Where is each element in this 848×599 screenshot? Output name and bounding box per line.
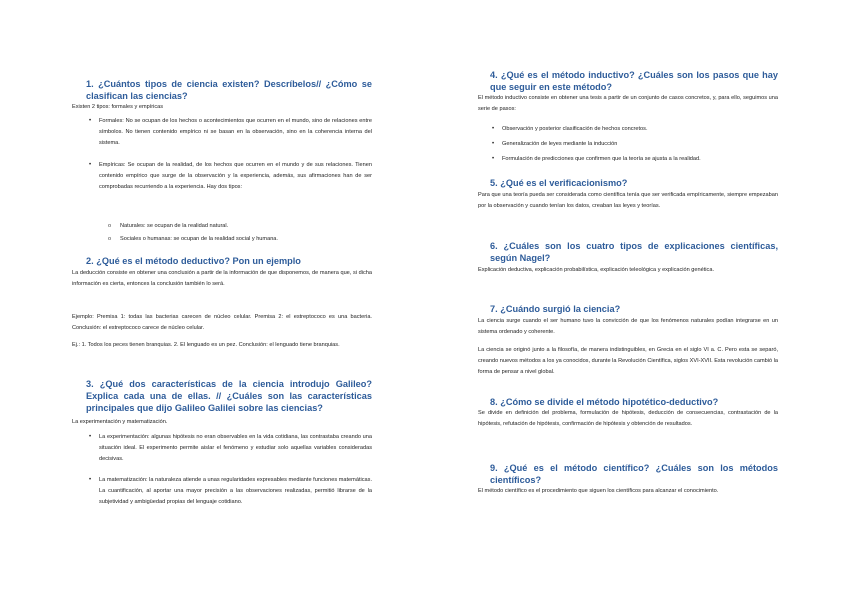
question-2-example: Ejemplo: Premisa 1: todas las bacterias carecen de núcleo celular. Premisa 2: el estreptococo es una bacteria. Conclusión: el estreptococo carece de núcleo celular.	[72, 314, 372, 331]
question-8-paragraph: Se divide en definición del problema, formulación de hipótesis, deducción de consecuencias, contrastación de la hipótesis, refutación de hipótesis, confirmación de hipótesis y obtención de resultados.	[478, 410, 778, 427]
question-2-heading: 2. ¿Qué es el método deductivo? Pon un ejemplo	[86, 256, 301, 266]
list-item: Empíricas: Se ocupan de la realidad, de los hechos que ocurren en el mundo y de sus relaciones. Tienen contenido empírico que surge de la observación y la experiencia, además, sus afirmaciones han de ser comprobadas recurriendo a la experiencia. Hay dos tipos:	[99, 162, 372, 190]
question-3-intro: La experimentación y matematización.	[72, 419, 168, 425]
list-item: Observación y posterior clasificación de hechos concretos.	[502, 126, 648, 132]
question-4-heading: 4. ¿Qué es el método inductivo? ¿Cuáles son los pasos que hay que seguir en este método?	[490, 70, 778, 92]
list-item: Sociales o humanas: se ocupan de la realidad social y humana.	[120, 236, 278, 242]
bullet-icon: •	[492, 126, 495, 132]
question-2-example-2: Ej.: 1. Todos los peces tienen branquias. 2. El lenguado es un pez. Conclusión: el lenguado tiene branquias.	[72, 342, 340, 348]
question-2-paragraph: La deducción consiste en obtener una conclusión a partir de la información de que disponemos, de manera que, si dicha información es cierta, entonces la conclusión también lo será.	[72, 270, 372, 287]
list-item: Generalización de leyes mediante la inducción	[502, 141, 618, 147]
bullet-icon: •	[89, 434, 92, 440]
question-7-paragraph: La ciencia surge cuando el ser humano tuvo la convicción de que los fenómenos naturales podían integrarse en un sistema ordenado y coherente.	[478, 318, 778, 335]
question-1-intro: Existen 2 tipos: formales y empíricas	[72, 104, 164, 110]
question-5-heading: 5. ¿Qué es el verificacionismo?	[490, 178, 628, 188]
list-item: La matematización: la naturaleza atiende a unas regularidades expresables mediante funciones matemáticas. La cuantificación, al aportar una mayor precisión a las observaciones realizadas, permitió librarse de la subjetividad y ambigüedad propias del lenguaje cotidiano.	[99, 477, 372, 505]
question-7-paragraph-2: La ciencia se originó junto a la filosofía, de manera indistinguibles, en Grecia en el siglo VI a. C. Pero esta se separó, creando nuevos métodos a los ya conocidos, durante la Revolución Científica, siglos XVI-XVII. Esta revolución cambió la forma de pensar a nivel global.	[478, 347, 778, 375]
question-9-paragraph: El método científico es el procedimiento que siguen los científicos para alcanzar el conocimiento.	[478, 488, 719, 494]
bullet-icon: •	[492, 156, 495, 162]
question-5-paragraph: Para que una teoría pueda ser considerada como científica tenía que ser verificada empíricamente, siempre empezaban por la observación y cuando tenían los datos, creaban las leyes y teorías.	[478, 192, 778, 209]
question-9-heading: 9. ¿Qué es el método científico? ¿Cuáles son los métodos científicos?	[490, 463, 778, 485]
bullet-icon: •	[89, 162, 92, 168]
circle-bullet-icon: o	[108, 236, 112, 242]
circle-bullet-icon: o	[108, 223, 112, 229]
bullet-icon: •	[492, 141, 495, 147]
question-6-paragraph: Explicación deductiva, explicación probabilística, explicación teleológica y explicación genética.	[478, 267, 715, 273]
list-item: Naturales: se ocupan de la realidad natural.	[120, 223, 229, 229]
question-1-heading: 1. ¿Cuántos tipos de ciencia existen? Descríbelos// ¿Cómo se clasifican las ciencias?	[86, 79, 372, 101]
question-8-heading: 8. ¿Cómo se divide el método hipotético-deductivo?	[490, 397, 719, 407]
question-6-heading: 6. ¿Cuáles son los cuatro tipos de explicaciones científicas, según Nagel?	[490, 241, 778, 263]
question-7-heading: 7. ¿Cuándo surgió la ciencia?	[490, 304, 621, 314]
list-item: Formales: No se ocupan de los hechos o acontecimientos que ocurren en el mundo, sino de relaciones entre símbolos. No tienen contenido empírico ni se basan en la observación, sino en la coherencia interna del sistema.	[99, 118, 372, 146]
question-3-heading: 3. ¿Qué dos características de la ciencia introdujo Galileo? Explica cada una de ellas. // ¿Cuáles son las características principales que dijo Galileo Galilei sobre las ciencias?	[86, 379, 372, 413]
bullet-icon: •	[89, 118, 92, 124]
list-item: Formulación de predicciones que confirmen que la teoría se ajusta a la realidad.	[502, 156, 701, 162]
question-4-intro: El método inductivo consiste en obtener una tesis a partir de un conjunto de casos concretos, y, para ello, seguimos una serie de pasos:	[478, 95, 778, 112]
list-item: La experimentación: algunas hipótesis no eran observables en la vida cotidiana, las contrastaba creando una situación ideal. El experimento permite aislar el fenómeno y estudiar solo aquellas variables consideradas decisivas.	[99, 434, 372, 462]
bullet-icon: •	[89, 477, 92, 483]
